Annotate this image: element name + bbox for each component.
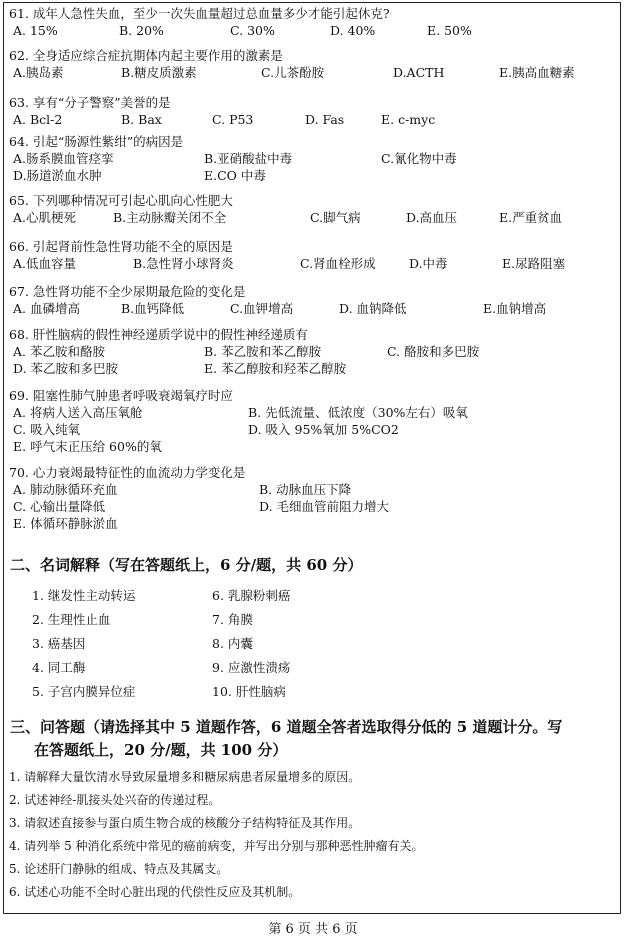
essay-question: 1. 请解释大量饮清水导致尿量增多和糖尿病患者尿量增多的原因。	[9, 770, 361, 784]
answer-option: E.严重贫血	[499, 210, 563, 225]
option-row	[9, 438, 616, 455]
answer-option: A. 血磷增高	[13, 301, 80, 316]
essay-question: 4. 请列举 5 种消化系统中常见的癌前病变，并写出分别与那种恶性肿瘤有关。	[9, 839, 424, 853]
answer-option: B.主动脉瓣关闭不全	[113, 210, 227, 225]
section-2-title: 二、名词解释（写在答题纸上，6 分/题，共 60 分）	[10, 556, 363, 574]
answer-option: C. 30%	[230, 23, 275, 38]
question-62	[9, 47, 616, 81]
answer-option: A.心肌梗死	[13, 210, 77, 225]
answer-option: D.肠道淤血水肿	[13, 168, 102, 183]
option-row	[9, 481, 616, 498]
answer-option: E.CO 中毒	[204, 168, 266, 183]
question-stem: 62. 全身适应综合症抗期体内起主要作用的激素是	[9, 48, 283, 63]
answer-option: E.血钠增高	[483, 301, 547, 316]
answer-option: B.急性肾小球肾炎	[133, 256, 234, 271]
answer-option: C.儿茶酚胺	[261, 65, 325, 80]
answer-option: D. 吸入 95%氧加 5%CO2	[248, 422, 399, 437]
answer-option: D.ACTH	[393, 65, 445, 80]
answer-option: B. Bax	[121, 112, 162, 127]
answer-option: B.糖皮质激素	[121, 65, 197, 80]
option-row	[9, 360, 616, 377]
exam-page	[3, 2, 621, 914]
question-66	[9, 238, 616, 272]
answer-option: C. 吸入纯氧	[13, 422, 81, 437]
answer-option: A.胰岛素	[13, 65, 64, 80]
answer-option: E. 呼气末正压给 60%的氧	[13, 439, 162, 454]
term-item: 6. 乳腺粉刺癌	[212, 588, 291, 603]
option-row	[9, 515, 616, 532]
term-item: 5. 子宫内膜异位症	[32, 684, 136, 699]
page-footer: 第 6 页 共 6 页	[268, 922, 358, 937]
answer-option: C.脚气病	[310, 210, 361, 225]
essay-question: 2. 试述神经-肌接头处兴奋的传递过程。	[9, 793, 221, 807]
answer-option: E.尿路阻塞	[502, 256, 566, 271]
answer-option: E.胰高血糖素	[499, 65, 575, 80]
question-stem: 61. 成年人急性失血，至少一次失血量超过总血量多少才能引起休克?	[9, 6, 390, 21]
question-70	[9, 464, 616, 532]
answer-option: A. 15%	[13, 23, 58, 38]
question-67	[9, 283, 616, 317]
term-item: 9. 应激性溃疡	[212, 660, 291, 675]
answer-option: D. Fas	[305, 112, 345, 127]
option-row	[9, 209, 616, 226]
term-item: 1. 继发性主动转运	[32, 588, 136, 603]
answer-option: A. 苯乙胺和酪胺	[13, 344, 105, 359]
option-row	[9, 343, 616, 360]
question-63	[9, 94, 616, 128]
question-68	[9, 326, 616, 377]
answer-option: A.肠系膜血管痉挛	[13, 151, 114, 166]
question-stem: 69. 阻塞性肺气肿患者呼吸衰竭氧疗时应	[9, 388, 233, 403]
answer-option: D. 苯乙胺和多巴胺	[13, 361, 119, 376]
option-row	[9, 167, 616, 184]
answer-option: C. 心输出量降低	[13, 499, 106, 514]
term-item: 3. 癌基因	[32, 636, 86, 651]
question-stem: 66. 引起肾前性急性肾功能不全的原因是	[9, 239, 233, 254]
answer-option: E. c-myc	[381, 112, 436, 127]
term-item: 10. 肝性脑病	[212, 684, 286, 699]
answer-option: B.亚硝酸盐中毒	[204, 151, 293, 166]
answer-option: C.血钾增高	[230, 301, 294, 316]
answer-option: A. 将病人送入高压氧舱	[13, 405, 143, 420]
section-3-title: 三、问答题（请选择其中 5 道题作答，6 道题全答者选取得分低的 5 道题计分。写	[10, 718, 563, 736]
question-stem: 64. 引起“肠源性紫绀”的病因是	[9, 134, 184, 149]
answer-option: D. 40%	[330, 23, 376, 38]
answer-option: D.高血压	[406, 210, 458, 225]
answer-option: D.中毒	[409, 256, 448, 271]
option-row	[9, 498, 616, 515]
term-item: 8. 内囊	[212, 636, 253, 651]
answer-option: B. 苯乙胺和苯乙醇胺	[204, 344, 322, 359]
answer-option: B. 动脉血压下降	[259, 482, 352, 497]
term-item: 7. 角膜	[212, 612, 253, 627]
answer-option: A.低血容量	[13, 256, 77, 271]
option-row	[9, 111, 616, 128]
option-row	[9, 300, 616, 317]
question-stem: 68. 肝性脑病的假性神经递质学说中的假性神经递质有	[9, 327, 308, 342]
term-item: 2. 生理性止血	[32, 612, 111, 627]
answer-option: B. 20%	[119, 23, 164, 38]
essay-question: 3. 请叙述直接参与蛋白质生物合成的核酸分子结构特征及其作用。	[9, 816, 361, 830]
answer-option: A. 肺动脉循环充血	[13, 482, 118, 497]
term-item: 4. 同工酶	[32, 660, 86, 675]
answer-option: E. 体循环静脉淤血	[13, 516, 118, 531]
answer-option: D. 毛细血管前阻力增大	[259, 499, 390, 514]
question-stem: 63. 享有“分子警察”美誉的是	[9, 95, 171, 110]
option-row	[9, 150, 616, 167]
question-stem: 70. 心力衰竭最特征性的血流动力学变化是	[9, 465, 246, 480]
question-64	[9, 133, 616, 184]
answer-option: C. P53	[212, 112, 254, 127]
answer-option: E. 50%	[427, 23, 472, 38]
answer-option: A. Bcl-2	[13, 112, 63, 127]
answer-option: C.氰化物中毒	[381, 151, 457, 166]
question-69	[9, 387, 616, 455]
answer-option: E. 苯乙醇胺和羟苯乙醇胺	[204, 361, 347, 376]
option-row	[9, 255, 616, 272]
option-row	[9, 404, 616, 421]
option-row	[9, 22, 616, 39]
question-65	[9, 192, 616, 226]
question-61	[9, 5, 616, 39]
option-row	[9, 64, 616, 81]
essay-question: 5. 论述肝门静脉的组成、特点及其属支。	[9, 862, 229, 876]
essay-question: 6. 试述心功能不全时心脏出现的代偿性反应及其机制。	[9, 885, 301, 899]
question-stem: 67. 急性肾功能不全少尿期最危险的变化是	[9, 284, 246, 299]
answer-option: D. 血钠降低	[339, 301, 407, 316]
section-3-title-cont: 在答题纸上，20 分/题，共 100 分）	[34, 741, 288, 759]
answer-option: C. 酪胺和多巴胺	[387, 344, 480, 359]
question-stem: 65. 下列哪种情况可引起心肌向心性肥大	[9, 193, 233, 208]
answer-option: B. 先低流量、低浓度（30%左右）吸氧	[248, 405, 468, 420]
option-row	[9, 421, 616, 438]
answer-option: B.血钙降低	[121, 301, 185, 316]
answer-option: C.肾血栓形成	[300, 256, 376, 271]
